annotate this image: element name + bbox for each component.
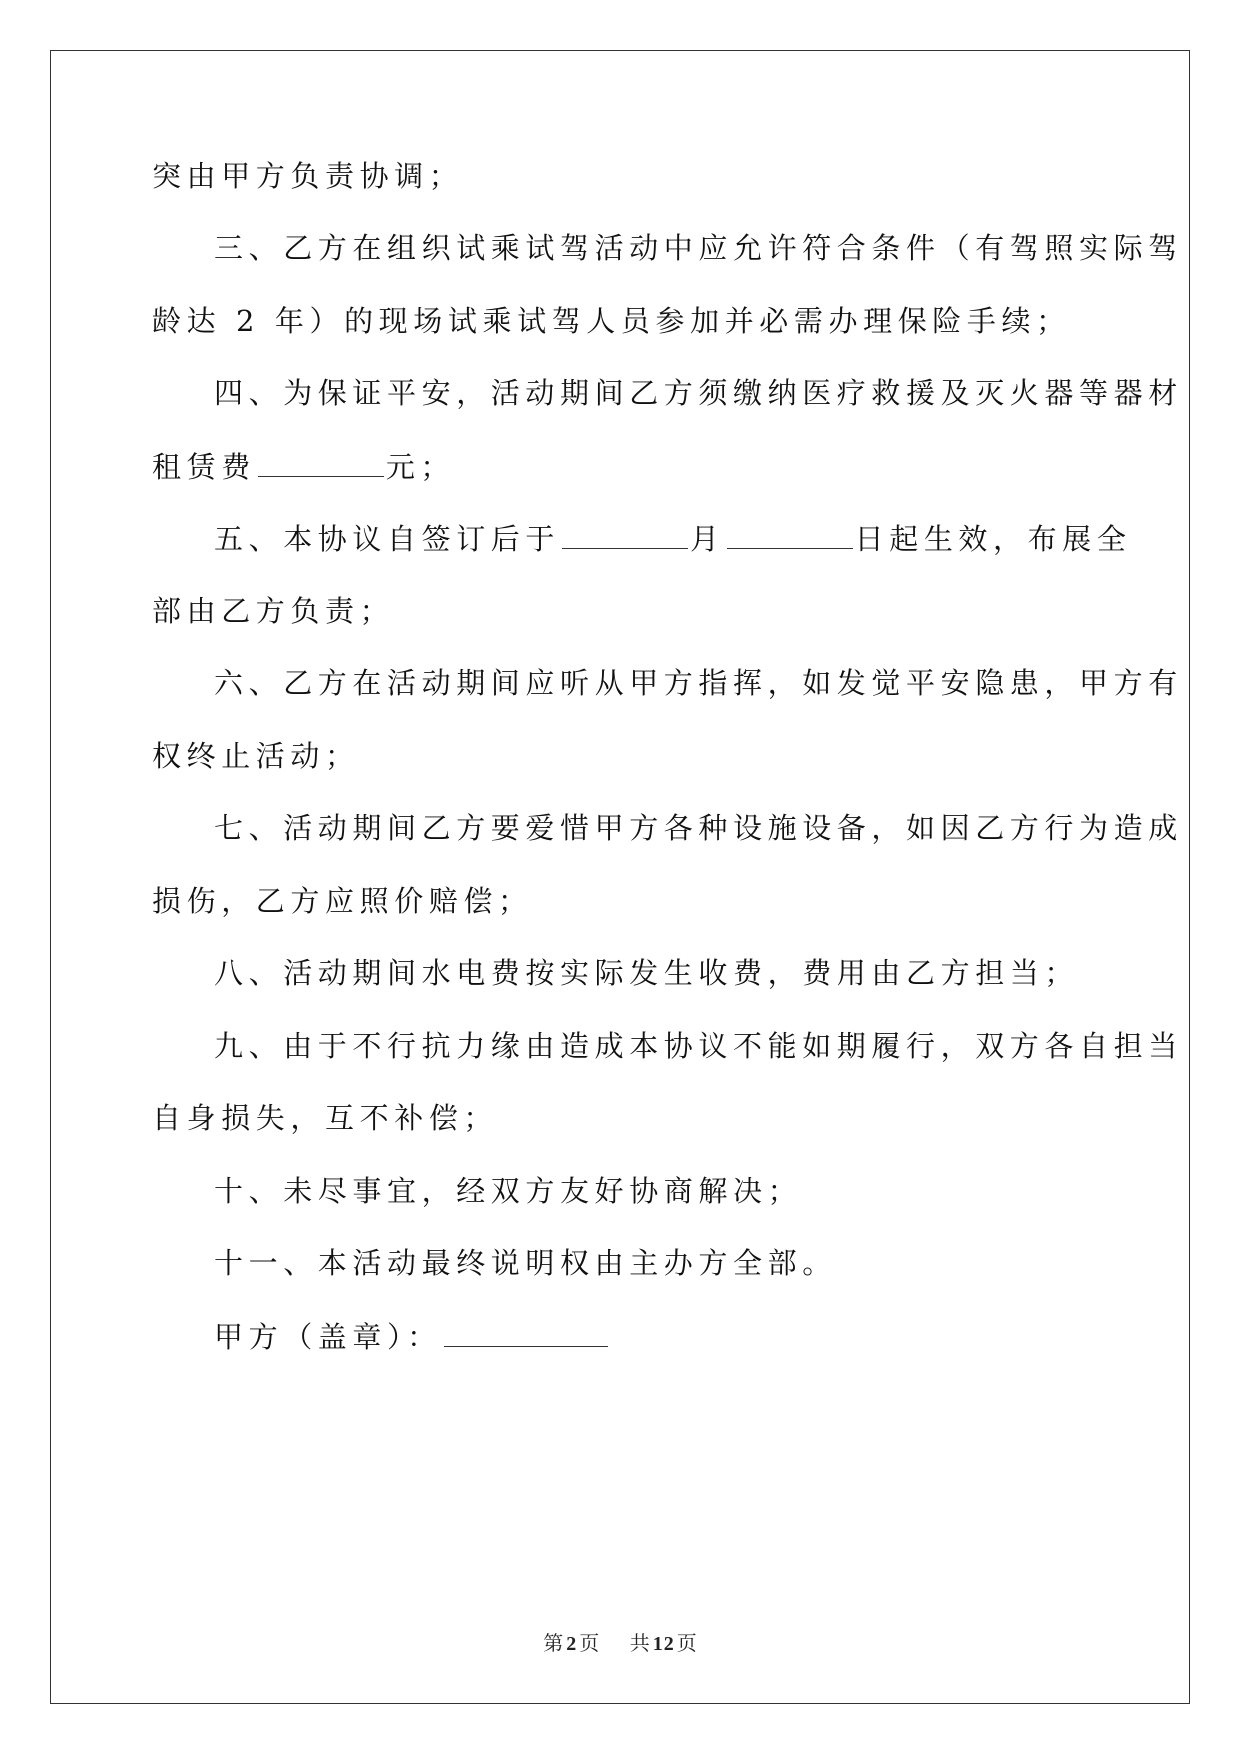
text-line: 损伤，乙方应照价赔偿； bbox=[152, 884, 533, 918]
party-a-label: 甲方（盖章）： bbox=[214, 1320, 442, 1354]
text-line bbox=[152, 446, 455, 486]
party-a-signature bbox=[214, 1316, 610, 1356]
text-line: 龄达 2 年）的现场试乘试驾人员参加并必需办理保险手续； bbox=[152, 304, 1071, 338]
clause-10: 十、未尽事宜，经双方友好协商解决； bbox=[214, 1174, 803, 1208]
page-number: 2 bbox=[566, 1633, 578, 1655]
text-fragment: 租赁费 bbox=[152, 450, 256, 484]
day-blank bbox=[727, 518, 853, 549]
total-prefix: 共 bbox=[629, 1631, 651, 1655]
text-fragment: 元； bbox=[385, 450, 456, 484]
text-line: 自身损失，互不补偿； bbox=[152, 1101, 499, 1135]
total-suffix: 页 bbox=[676, 1631, 698, 1655]
clause-6: 六、乙方在活动期间应听从甲方指挥，如发觉平安隐患，甲方有 bbox=[214, 666, 1183, 700]
fee-blank bbox=[258, 446, 384, 477]
signature-blank bbox=[444, 1316, 608, 1347]
clause-5 bbox=[214, 518, 1131, 558]
total-pages: 12 bbox=[652, 1633, 675, 1655]
clause-8: 八、活动期间水电费按实际发生收费，费用由乙方担当； bbox=[214, 956, 1080, 990]
page-prefix: 第 bbox=[543, 1631, 565, 1655]
page-footer bbox=[0, 1627, 1241, 1656]
clause-9: 九、由于不行抗力缘由造成本协议不能如期履行，双方各自担当 bbox=[214, 1029, 1183, 1063]
month-blank bbox=[562, 518, 688, 549]
text-fragment: 五、本协议自签订后于 bbox=[214, 522, 561, 556]
text-fragment: 月 bbox=[690, 522, 725, 556]
clause-11: 十一、本活动最终说明权由主办方全部。 bbox=[214, 1246, 837, 1280]
text-line: 突由甲方负责协调； bbox=[152, 159, 464, 193]
clause-3: 三、乙方在组织试乘试驾活动中应允许符合条件（有驾照实际驾 bbox=[214, 231, 1183, 265]
clause-4: 四、为保证平安，活动期间乙方须缴纳医疗救援及灭火器等器材 bbox=[214, 376, 1183, 410]
text-line: 部由乙方负责； bbox=[152, 594, 395, 628]
page-suffix: 页 bbox=[579, 1631, 601, 1655]
clause-7: 七、活动期间乙方要爱惜甲方各种设施设备，如因乙方行为造成 bbox=[214, 811, 1183, 845]
page-frame bbox=[50, 50, 1190, 1704]
text-line: 权终止活动； bbox=[152, 739, 360, 773]
text-fragment: 日起生效，布展全 bbox=[854, 522, 1132, 556]
